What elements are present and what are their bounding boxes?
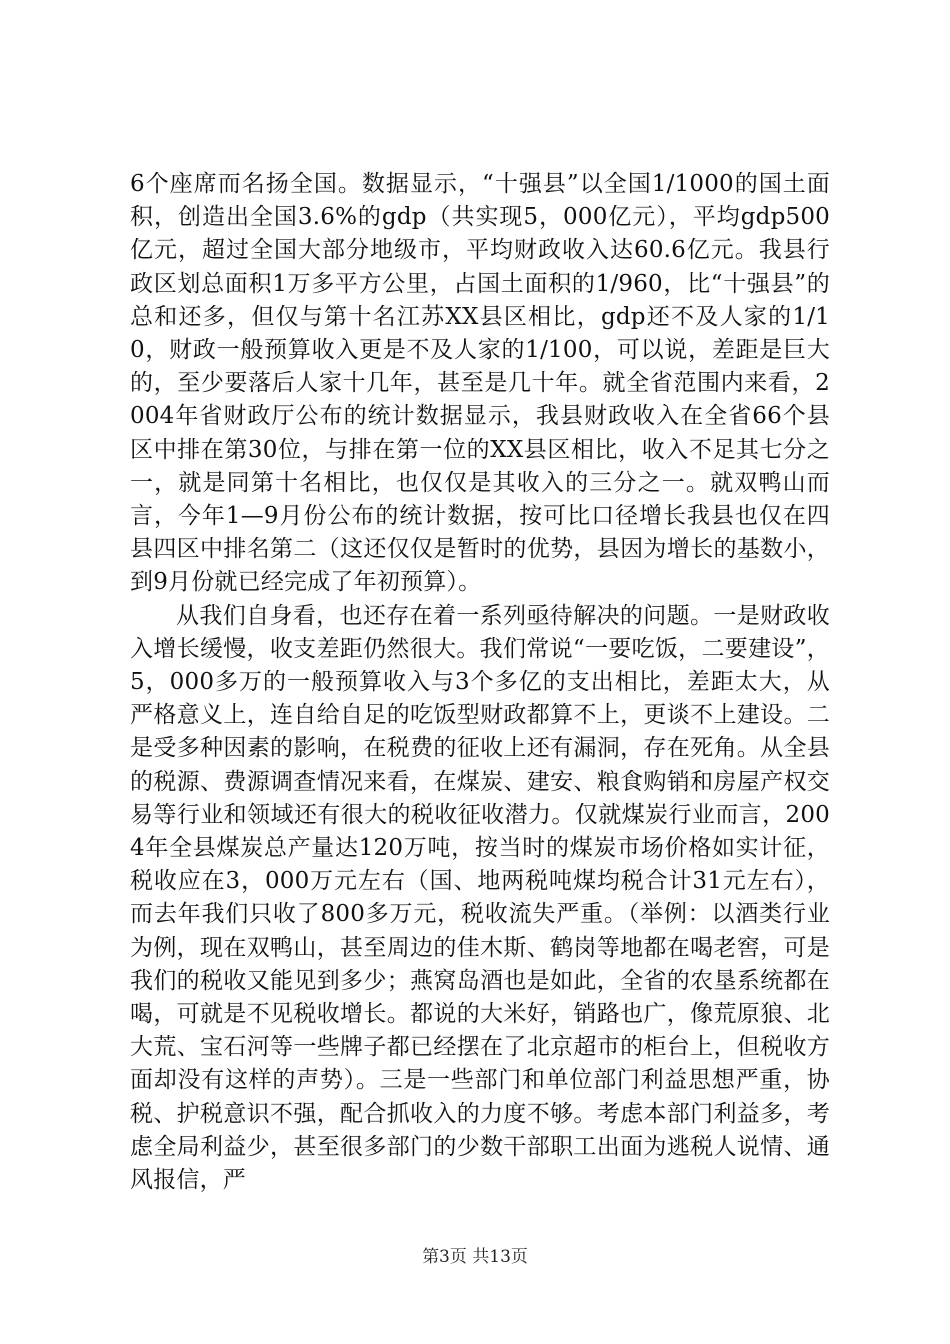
page-number-footer: 第3页 共13页 (422, 1247, 528, 1267)
document-body (130, 168, 830, 1197)
paragraph-continued: 6个座席而名扬全国。数据显示，“十强县”以全国1/1000的国土面积，创造出全国3.6%的gdp（共实现5，000亿元），平均gdp500亿元，超过全国大部分地级市，平均财政收入达60.6亿元。我县行政区划总面积1万多平方公里，占国土面积的1/960，比“十强县”的总和还多，但仅与第十名江苏XX县区相比，gdp还不及人家的1/10，财政一般预算收入更是不及人家的1/100，可以说，差距是巨大的，至少要落后人家十几年，甚至是几十年。就全省范围内来看，2004年省财政厅公布的统计数据显示，我县财政收入在全省66个县区中排在第30位，与排在第一位的XX县区相比，收入不足其七分之一，就是同第十名相比，也仅仅是其收入的三分之一。就双鸭山而言，今年1—9月份公布的统计数据，按可比口径增长我县也仅在四县四区中排名第二（这还仅仅是暂时的优势，县因为增长的基数小，到9月份就已经完成了年初预算）。 (130, 171, 830, 596)
paragraph-problems: 从我们自身看，也还存在着一系列亟待解决的问题。一是财政收入增长缓慢，收支差距仍然很大。我们常说“一要吃饭，二要建设”，5，000多万的一般预算收入与3个多亿的支出相比，差距太大，从严格意义上，连自给自足的吃饭型财政都算不上，更谈不上建设。二是受多种因素的影响，在税费的征收上还有漏洞，存在死角。从全县的税源、费源调查情况来看，在煤炭、建安、粮食购销和房屋产权交易等行业和领域还有很大的税收征收潜力。仅就煤炭行业而言，2004年全县煤炭总产量达120万吨，按当时的煤炭市场价格如实计征，税收应在3，000万元左右（国、地两税吨煤均税合计31元左右），而去年我们只收了800多万元，税收流失严重。（举例：以酒类行业为例，现在双鸭山，甚至周边的佳木斯、鹤岗等地都在喝老窖，可是我们的税收又能见到多少；燕窝岛酒也是如此，全省的农垦系统都在喝，可就是不见税收增长。都说的大米好，销路也广，像荒原狼、北大荒、宝石河等一些牌子都已经摆在了北京超市的柜台上，但税收方面却没有这样的声势）。三是一些部门和单位部门利益思想严重，协税、护税意识不强，配合抓收入的力度不够。考虑本部门利益多，考虑全局利益少，甚至很多部门的少数干部职工出面为逃税人说情、通风报信，严 (130, 602, 830, 1194)
